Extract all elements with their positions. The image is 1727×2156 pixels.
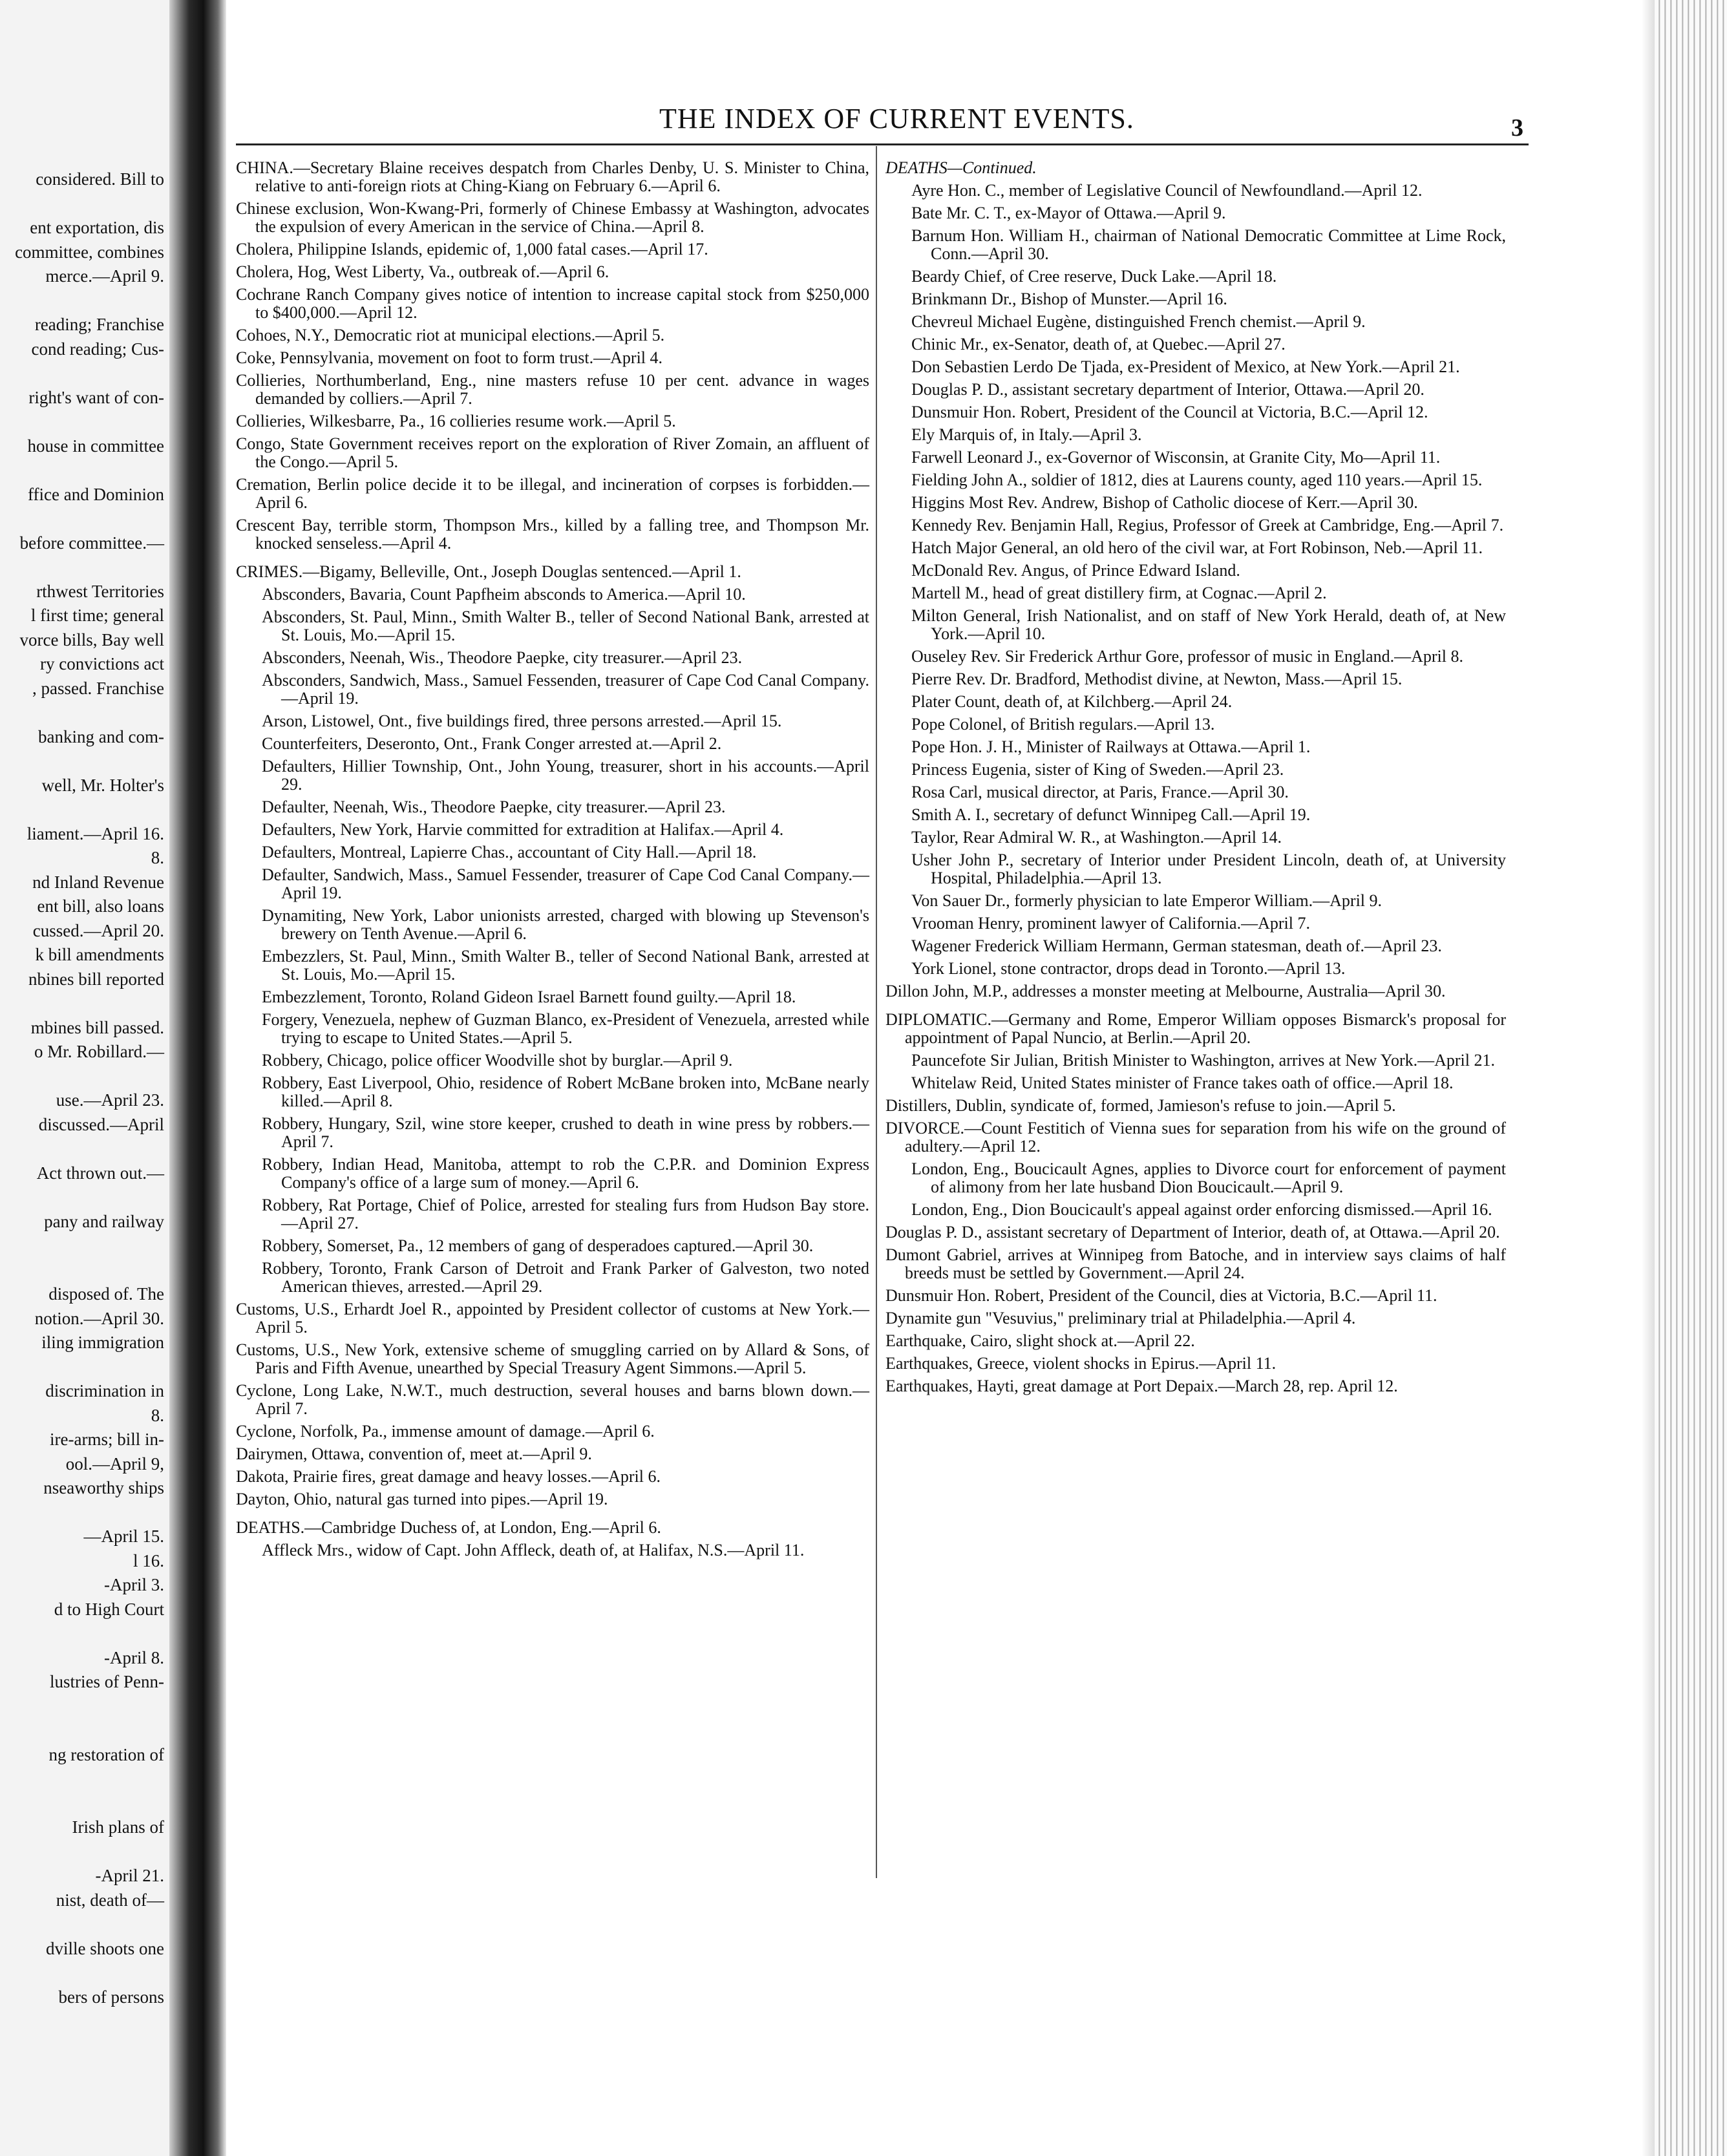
index-entry: Absconders, St. Paul, Minn., Smith Walter B., teller of Second National Bank, arrested at St. Louis, Mo.—April 15. — [262, 608, 869, 644]
facing-page-text-line: before committee.— — [19, 533, 164, 553]
facing-page-text-line: Act thrown out.— — [36, 1163, 164, 1183]
book-gutter-shadow — [169, 0, 226, 2156]
index-entry: Farwell Leonard J., ex-Governor of Wisconsin, at Granite City, Mo—April 11. — [911, 448, 1441, 467]
continued-heading: DEATHS—Continued. — [885, 158, 1037, 177]
index-entry: Absconders, Bavaria, Count Papfheim absconds to America.—April 10. — [262, 585, 746, 604]
index-entry: London, Eng., Dion Boucicault's appeal against order enforcing dismissed.—April 16. — [911, 1200, 1492, 1219]
facing-page-text-line: 8. — [151, 1405, 164, 1425]
index-entry: Hatch Major General, an old hero of the civil war, at Fort Robinson, Neb.—April 11. — [911, 538, 1483, 557]
facing-page-text-line: vorce bills, Bay well — [19, 629, 164, 650]
facing-page-text-line: nd Inland Revenue — [32, 872, 164, 892]
index-entry: Wagener Frederick William Hermann, German statesman, death of.—April 23. — [911, 936, 1442, 955]
facing-page-text-line: house in committee — [27, 436, 164, 456]
facing-page-text-line: l first time; general — [30, 606, 164, 625]
facing-page-text-line: liament.—April 16. — [26, 823, 164, 843]
index-entry: Dairymen, Ottawa, convention of, meet at.—April 9. — [236, 1444, 592, 1463]
facing-page-text-line: reading; Franchise — [34, 315, 164, 334]
facing-page-text-line: nbines bill reported — [28, 969, 164, 989]
index-entry: Taylor, Rear Admiral W. R., at Washington.—April 14. — [911, 828, 1282, 847]
index-entry: Defaulters, New York, Harvie committed for extradition at Halifax.—April 4. — [262, 820, 784, 839]
index-entry: Cohoes, N.Y., Democratic riot at municipal elections.—April 5. — [236, 326, 665, 344]
facing-page-text-line: committee, combines — [15, 242, 164, 262]
index-entry: Embezzlement, Toronto, Roland Gideon Israel Barnett found guilty.—April 18. — [262, 988, 796, 1006]
index-entry: Whitelaw Reid, United States minister of France takes oath of office.—April 18. — [911, 1073, 1454, 1092]
index-entry: Dynamiting, New York, Labor unionists arrested, charged with blowing up Stevenson's brewery on Tenth Avenue.—April 6. — [262, 906, 869, 943]
facing-page-text-line: -April 21. — [95, 1866, 164, 1885]
index-entry: Dynamite gun "Vesuvius," preliminary trial at Philadelphia.—April 4. — [885, 1309, 1356, 1327]
index-entry: Kennedy Rev. Benjamin Hall, Regius, Professor of Greek at Cambridge, Eng.—April 7. — [911, 516, 1504, 534]
index-entry: Dakota, Prairie fires, great damage and heavy losses.—April 6. — [236, 1467, 661, 1486]
index-entry: Cyclone, Norfolk, Pa., immense amount of damage.—April 6. — [236, 1422, 655, 1441]
facing-page-text-line: -April 3. — [104, 1575, 164, 1594]
index-entry: Counterfeiters, Deseronto, Ont., Frank Conger arrested at.—April 2. — [262, 734, 722, 753]
facing-page-text-line: 8. — [151, 848, 164, 867]
facing-page-text-line: —April 15. — [83, 1527, 164, 1546]
facing-page-text-line: well, Mr. Holter's — [41, 775, 164, 795]
facing-page-text-line: discussed.—April — [38, 1114, 164, 1134]
index-entry: DIPLOMATIC.—Germany and Rome, Emperor William opposes Bismarck's proposal for appointment of Papal Nuncio, at Berlin.—April 20. — [885, 1010, 1506, 1047]
index-entry: Defaulters, Montreal, Lapierre Chas., accountant of City Hall.—April 18. — [262, 843, 757, 861]
index-entry: Ely Marquis of, in Italy.—April 3. — [911, 425, 1142, 444]
index-entry: Usher John P., secretary of Interior under President Lincoln, death of, at University Hospital, Philadelphia.—April 13. — [911, 851, 1506, 887]
left-column — [236, 159, 869, 1564]
index-entry: Defaulter, Neenah, Wis., Theodore Paepke, city treasurer.—April 23. — [262, 798, 726, 816]
index-entry: Chinese exclusion, Won-Kwang-Pri, formerly of Chinese Embassy at Washington, advocates the expulsion of every American in the service of China.—April 8. — [236, 199, 869, 236]
facing-page-text-line: rthwest Territories — [36, 581, 164, 601]
index-entry: Douglas P. D., assistant secretary department of Interior, Ottawa.—April 20. — [911, 380, 1425, 399]
facing-page-text-line: merce.—April 9. — [45, 266, 164, 286]
facing-page-text-line: l 16. — [132, 1550, 164, 1570]
facing-page-text-line: considered. Bill to — [36, 169, 164, 189]
index-entry: McDonald Rev. Angus, of Prince Edward Island. — [911, 561, 1240, 580]
facing-page-text-line: disposed of. The — [48, 1284, 164, 1304]
index-entry: Robbery, Somerset, Pa., 12 members of gang of desperadoes captured.—April 30. — [262, 1236, 814, 1255]
index-entry: Cremation, Berlin police decide it to be illegal, and incineration of corpses is forbidden.—April 6. — [236, 475, 869, 512]
facing-page-text-line: right's want of con- — [28, 387, 164, 407]
index-entry: Absconders, Sandwich, Mass., Samuel Fessenden, treasurer of Cape Cod Canal Company.—April 19. — [262, 671, 869, 708]
index-entry: Coke, Pennsylvania, movement on foot to form trust.—April 4. — [236, 348, 663, 367]
index-entry: Pauncefote Sir Julian, British Minister to Washington, arrives at New York.—April 21. — [911, 1051, 1496, 1070]
index-entry: Robbery, Hungary, Szil, wine store keeper, crushed to death in wine press by robbers.—April 7. — [262, 1114, 869, 1151]
index-entry: Princess Eugenia, sister of King of Sweden.—April 23. — [911, 760, 1284, 779]
facing-page-text-line: lustries of Penn- — [50, 1672, 164, 1691]
index-entry: Forgery, Venezuela, nephew of Guzman Blanco, ex-President of Venezuela, arrested while trying to escape to United States.—April 5. — [262, 1010, 869, 1047]
index-entry: York Lionel, stone contractor, drops dead in Toronto.—April 13. — [911, 959, 1346, 978]
column-divider — [876, 146, 877, 1878]
index-entry: Douglas P. D., assistant secretary of Department of Interior, death of, at Ottawa.—April 20. — [885, 1223, 1500, 1242]
index-entry: Robbery, Rat Portage, Chief of Police, arrested for stealing furs from Hudson Bay store.—April 27. — [262, 1196, 869, 1232]
facing-page-text-line: banking and com- — [38, 726, 164, 746]
index-entry: CRIMES.—Bigamy, Belleville, Ont., Joseph Douglas sentenced.—April 1. — [236, 562, 741, 581]
index-entry: Arson, Listowel, Ont., five buildings fired, three persons arrested.—April 15. — [262, 712, 782, 730]
facing-page-text-line: cussed.—April 20. — [32, 920, 164, 940]
right-column — [885, 159, 1506, 1400]
index-entry: Barnum Hon. William H., chairman of National Democratic Committee at Lime Rock, Conn.—April 30. — [911, 226, 1506, 263]
index-entry: Customs, U.S., New York, extensive scheme of smuggling carried on by Allard & Sons, of Paris and Fifth Avenue, unearthed by Special Treasury Agent Simmons.—April 5. — [236, 1340, 869, 1377]
facing-page-text-line: o Mr. Robillard.— — [34, 1042, 164, 1061]
index-entry: Distillers, Dublin, syndicate of, formed, Jamieson's refuse to join.—April 5. — [885, 1096, 1396, 1115]
facing-page-text-line: nist, death of— — [56, 1890, 164, 1910]
index-entry: Earthquakes, Greece, violent shocks in Epirus.—April 11. — [885, 1354, 1277, 1373]
facing-page-text-line: k bill amendments — [35, 945, 164, 964]
index-entry: Chinic Mr., ex-Senator, death of, at Quebec.—April 27. — [911, 335, 1286, 354]
facing-page-text-line: use.—April 23. — [56, 1090, 164, 1110]
index-entry: Cochrane Ranch Company gives notice of intention to increase capital stock from $250,000 to $400,000.—April 12. — [236, 285, 869, 322]
index-entry: Pierre Rev. Dr. Bradford, Methodist divine, at Newton, Mass.—April 15. — [911, 670, 1403, 688]
index-entry: Robbery, Chicago, police officer Woodville shot by burglar.—April 9. — [262, 1051, 733, 1070]
facing-page-text-line: notion.—April 30. — [34, 1308, 164, 1328]
index-entry: Beardy Chief, of Cree reserve, Duck Lake.—April 18. — [911, 267, 1277, 286]
index-entry: DEATHS.—Cambridge Duchess of, at London, Eng.—April 6. — [236, 1518, 661, 1537]
index-entry: London, Eng., Boucicault Agnes, applies to Divorce court for enforcement of payment of alimony from her late husband Dion Boucicault.—April 9. — [911, 1159, 1506, 1196]
index-entry: CHINA.—Secretary Blaine receives despatch from Charles Denby, U. S. Minister to China, relative to anti-foreign riots at Ching-Kiang on February 6.—April 6. — [236, 158, 869, 195]
index-entry: Cholera, Hog, West Liberty, Va., outbreak of.—April 6. — [236, 262, 609, 281]
index-entry: Pope Colonel, of British regulars.—April 13. — [911, 715, 1215, 734]
index-entry: Crescent Bay, terrible storm, Thompson Mrs., killed by a falling tree, and Thompson Mr. knocked senseless.—April 4. — [236, 516, 869, 553]
index-entry: Ayre Hon. C., member of Legislative Council of Newfoundland.—April 12. — [911, 181, 1423, 200]
index-entry: Fielding John A., soldier of 1812, dies at Laurens county, aged 110 years.—April 15. — [911, 470, 1483, 489]
header-rule — [236, 143, 1529, 145]
right-column-entries — [885, 182, 1506, 1395]
index-entry: Dumont Gabriel, arrives at Winnipeg from Batoche, and in interview says claims of half breeds must be settled by Government.—April 24. — [885, 1245, 1506, 1282]
index-entry: Bate Mr. C. T., ex-Mayor of Ottawa.—April 9. — [911, 204, 1226, 222]
facing-page-text-line: -April 8. — [104, 1647, 164, 1667]
index-entry: Rosa Carl, musical director, at Paris, France.—April 30. — [911, 783, 1289, 801]
index-entry: Robbery, East Liverpool, Ohio, residence of Robert McBane broken into, McBane nearly killed.—April 8. — [262, 1073, 869, 1110]
index-entry: Plater Count, death of, at Kilchberg.—April 24. — [911, 692, 1233, 711]
facing-page-text-line: Irish plans of — [72, 1817, 164, 1837]
index-entry: Chevreul Michael Eugène, distinguished French chemist.—April 9. — [911, 312, 1366, 331]
facing-page-text-line: ent exportation, dis — [30, 218, 164, 237]
page-number: 3 — [1511, 114, 1523, 142]
index-entry: Customs, U.S., Erhardt Joel R., appointed by President collector of customs at New York.—April 5. — [236, 1300, 869, 1337]
facing-page-text-line: discrimination in — [45, 1381, 164, 1400]
index-entry: Dunsmuir Hon. Robert, President of the Council at Victoria, B.C.—April 12. — [911, 403, 1428, 421]
index-entry: Milton General, Irish Nationalist, and on staff of New York Herald, death of, at New York.—April 10. — [911, 606, 1506, 643]
index-entry: Brinkmann Dr., Bishop of Munster.—April 16. — [911, 290, 1227, 308]
facing-page-text-line: nseaworthy ships — [43, 1478, 164, 1497]
facing-page-text-line: pany and railway — [44, 1211, 164, 1231]
index-entry: Martell M., head of great distillery firm, at Cognac.—April 2. — [911, 584, 1327, 602]
index-entry: Earthquake, Cairo, slight shock at.—April 22. — [885, 1331, 1195, 1350]
facing-page-text-line: ry convictions act — [40, 654, 164, 673]
facing-page-text-line: dville shoots one — [46, 1938, 164, 1958]
facing-page-text-line: mbines bill passed. — [30, 1017, 164, 1037]
index-entry: Embezzlers, St. Paul, Minn., Smith Walter B., teller of Second National Bank, arrested at St. Louis, Mo.—April 15. — [262, 947, 869, 984]
facing-page-text-line: ire-arms; bill in- — [50, 1430, 164, 1449]
index-entry: Earthquakes, Hayti, great damage at Port Depaix.—March 28, rep. April 12. — [885, 1377, 1398, 1395]
index-entry: Defaulters, Hillier Township, Ont., John Young, treasurer, short in his accounts.—April 29. — [262, 757, 869, 794]
facing-page-text-line: cond reading; Cus- — [31, 339, 164, 359]
index-entry: Defaulter, Sandwich, Mass., Samuel Fessender, treasurer of Cape Cod Canal Company.—April 19. — [262, 865, 869, 902]
index-entry: Collieries, Wilkesbarre, Pa., 16 collieries resume work.—April 5. — [236, 412, 676, 430]
facing-page-text-line: ng restoration of — [48, 1744, 164, 1764]
index-entry: DIVORCE.—Count Festitich of Vienna sues for separation from his wife on the ground of adultery.—April 12. — [885, 1119, 1506, 1156]
facing-page-text-line: ffice and Dominion — [28, 484, 164, 504]
index-entry: Pope Hon. J. H., Minister of Railways at Ottawa.—April 1. — [911, 737, 1311, 756]
index-entry: Ouseley Rev. Sir Frederick Arthur Gore, professor of music in England.—April 8. — [911, 647, 1463, 666]
index-entry: Dayton, Ohio, natural gas turned into pipes.—April 19. — [236, 1490, 608, 1508]
index-entry: Absconders, Neenah, Wis., Theodore Paepke, city treasurer.—April 23. — [262, 648, 743, 667]
index-entry: Cholera, Philippine Islands, epidemic of, 1,000 fatal cases.—April 17. — [236, 240, 708, 259]
index-entry: Don Sebastien Lerdo De Tjada, ex-President of Mexico, at New York.—April 21. — [911, 357, 1460, 376]
index-entry: Collieries, Northumberland, Eng., nine masters refuse 10 per cent. advance in wages demanded by colliers.—April 7. — [236, 371, 869, 408]
index-entry: Dillon John, M.P., addresses a monster meeting at Melbourne, Australia—April 30. — [885, 982, 1446, 1000]
facing-page-text-line: ool.—April 9, — [65, 1453, 164, 1474]
page-title: THE INDEX OF CURRENT EVENTS. — [659, 103, 1134, 134]
index-entry: Smith A. I., secretary of defunct Winnipeg Call.—April 19. — [911, 805, 1311, 824]
index-entry: Higgins Most Rev. Andrew, Bishop of Catholic diocese of Kerr.—April 30. — [911, 493, 1418, 512]
index-entry: Robbery, Toronto, Frank Carson of Detroit and Frank Parker of Galveston, two noted American thieves, arrested.—April 29. — [262, 1259, 869, 1296]
index-entry: Vrooman Henry, prominent lawyer of California.—April 7. — [911, 914, 1310, 933]
index-entry: Von Sauer Dr., formerly physician to late Emperor William.—April 9. — [911, 891, 1383, 910]
facing-page-text-line: iling immigration — [41, 1333, 164, 1352]
index-entry: Cyclone, Long Lake, N.W.T., much destruction, several houses and barns blown down.—April 7. — [236, 1381, 869, 1418]
index-entry: Robbery, Indian Head, Manitoba, attempt to rob the C.P.R. and Dominion Express Company's office of a large sum of money.—April 6. — [262, 1155, 869, 1192]
index-entry: Dunsmuir Hon. Robert, President of the Council, dies at Victoria, B.C.—April 11. — [885, 1286, 1437, 1305]
stacked-page-edges — [1655, 0, 1727, 2156]
facing-page-text-line: , passed. Franchise — [32, 678, 164, 698]
facing-page-text-line: ent bill, also loans — [37, 896, 164, 916]
facing-page-text-line: d to High Court — [54, 1599, 164, 1619]
facing-page-text-line: bers of persons — [58, 1987, 164, 2007]
index-entry: Affleck Mrs., widow of Capt. John Affleck, death of, at Halifax, N.S.—April 11. — [262, 1541, 805, 1559]
index-entry: Congo, State Government receives report on the exploration of River Zomain, an affluent of the Congo.—April 5. — [236, 434, 869, 471]
